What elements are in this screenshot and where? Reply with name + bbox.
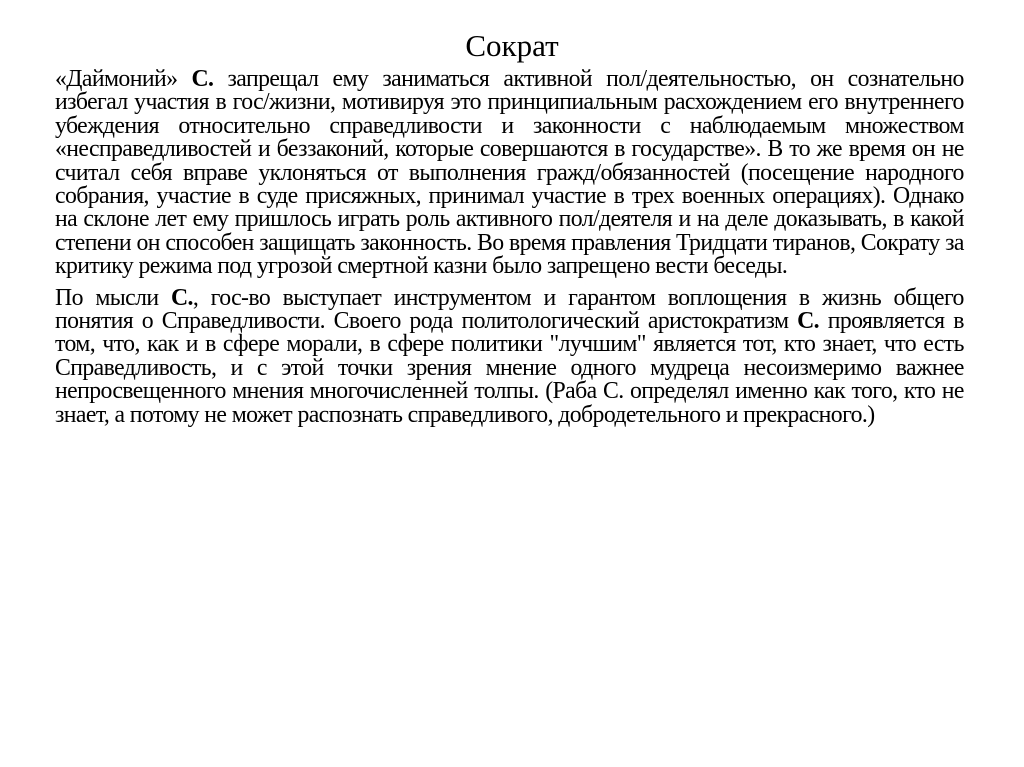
paragraph-daimonion [55, 68, 964, 279]
slide-title: Сократ [465, 28, 559, 63]
text-segment: , гос-во выступает инструментом и гарантом воплощения в жизнь общего понятия о Справедливости. Своего рода политологический аристократизм [55, 284, 964, 335]
text-segment-bold: С. [797, 308, 820, 335]
text-segment: запрещал ему заниматься активной пол/деятельностью, он сознательно избегал участия в гос/жизни, мотивируя это принципиальным расхождением его внутреннего убеждения относительно справедливости и законности с наблюдаемым множеством «несправедливостей и беззаконий, которые совершаются в государстве». В то же время он не считал себя вправе уклоняться от выполнения гражд/обязанностей (посещение народного собрания, участие в суде присяжных, принимал участие в трех военных операциях). Однако на склоне лет ему пришлось играть роль активного пол/деятеля и на деле доказывать, в какой степени он способен защищать законность. Во время правления Тридцати тиранов, Сократу за критику режима под угрозой смертной казни было запрещено вести беседы. [55, 66, 964, 280]
slide-body [55, 68, 973, 427]
text-segment-bold: С. [170, 284, 193, 311]
paragraph-state-justice [55, 284, 964, 428]
text-segment: По мысли [55, 284, 171, 311]
text-segment: «Даймоний» [55, 66, 192, 92]
text-segment-bold: С. [191, 66, 214, 92]
text-segment: проявляется в том, что, как и в сфере морали, в сфере политики "лучшим" является тот, кто знает, что есть Справедливость, и с этой точки зрения мнение одного мудреца несоизмеримо важнее непросвещенного мнения многочисленней толпы. (Раба С. определял именно как того, кто не знает, а потому не может распознать справедливого, добродетельного и прекрасного.) [55, 308, 964, 428]
